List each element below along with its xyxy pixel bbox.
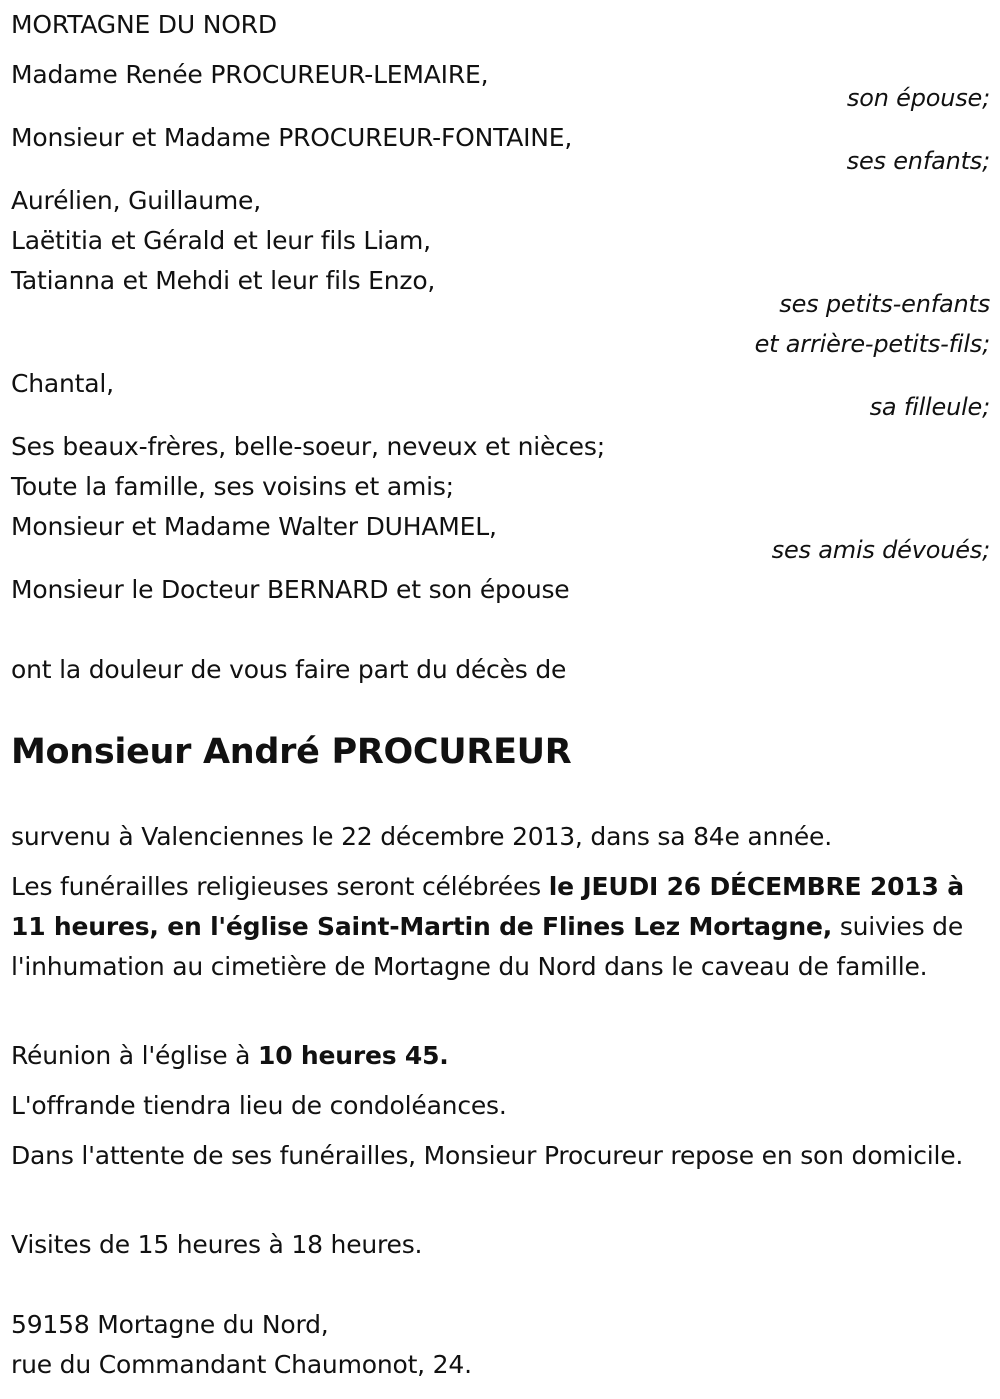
repose-paragraph: Dans l'attente de ses funérailles, Monsieur Procureur repose en son domicile. bbox=[11, 1141, 964, 1170]
relation-label-friends: ses amis dévoués; bbox=[771, 536, 990, 564]
locality-heading: MORTAGNE DU NORD bbox=[11, 10, 277, 39]
relation-label-great-grandchildren: et arrière-petits-fils; bbox=[754, 330, 990, 358]
offering-text: L'offrande tiendra lieu de condoléances. bbox=[11, 1091, 507, 1120]
gathering-time: 10 heures 45. bbox=[258, 1041, 449, 1070]
relation-label-grandchildren: ses petits-enfants bbox=[779, 290, 990, 318]
deceased-name: Monsieur André PROCUREUR bbox=[11, 732, 572, 772]
funeral-date-place: le JEUDI 26 DÉCEMBRE 2013 à 11 heures, en l'église Saint-Martin de Flines Lez Mortagne, bbox=[11, 872, 964, 941]
relation-label-spouse: son épouse; bbox=[846, 84, 990, 112]
family-member-goddaughter: Chantal, bbox=[11, 369, 114, 398]
family-member-grandchild-1: Aurélien, Guillaume, bbox=[11, 186, 261, 215]
funeral-rest: suivies de l'inhumation au cimetière de Mortagne du Nord dans le caveau de famille. bbox=[11, 912, 963, 981]
family-member-family-friends: Toute la famille, ses voisins et amis; bbox=[11, 472, 454, 501]
relation-label-children: ses enfants; bbox=[846, 147, 990, 175]
family-member-grandchild-2: Laëtitia et Gérald et leur fils Liam, bbox=[11, 226, 431, 255]
family-member-spouse: Madame Renée PROCUREUR-LEMAIRE, bbox=[11, 60, 489, 89]
relation-label-goddaughter: sa filleule; bbox=[869, 393, 990, 421]
address-line-2: rue du Commandant Chaumonot, 24. bbox=[11, 1350, 472, 1379]
family-member-grandchild-3: Tatianna et Mehdi et leur fils Enzo, bbox=[11, 266, 436, 295]
address-line-1: 59158 Mortagne du Nord, bbox=[11, 1310, 329, 1339]
family-member-in-laws: Ses beaux-frères, belle-soeur, neveux et nièces; bbox=[11, 432, 605, 461]
announcement-text: ont la douleur de vous faire part du décès de bbox=[11, 655, 567, 684]
family-member-doctor: Monsieur le Docteur BERNARD et son épouse bbox=[11, 575, 570, 604]
gathering-paragraph bbox=[11, 1036, 987, 1076]
death-info: survenu à Valenciennes le 22 décembre 2013, dans sa 84e année. bbox=[11, 822, 832, 851]
family-member-children: Monsieur et Madame PROCUREUR-FONTAINE, bbox=[11, 123, 573, 152]
funeral-intro: Les funérailles religieuses seront célébrées bbox=[11, 872, 549, 901]
funeral-paragraph bbox=[11, 867, 987, 987]
gathering-intro: Réunion à l'église à bbox=[11, 1041, 258, 1070]
family-member-duhamel: Monsieur et Madame Walter DUHAMEL, bbox=[11, 512, 497, 541]
visits-text: Visites de 15 heures à 18 heures. bbox=[11, 1230, 423, 1259]
